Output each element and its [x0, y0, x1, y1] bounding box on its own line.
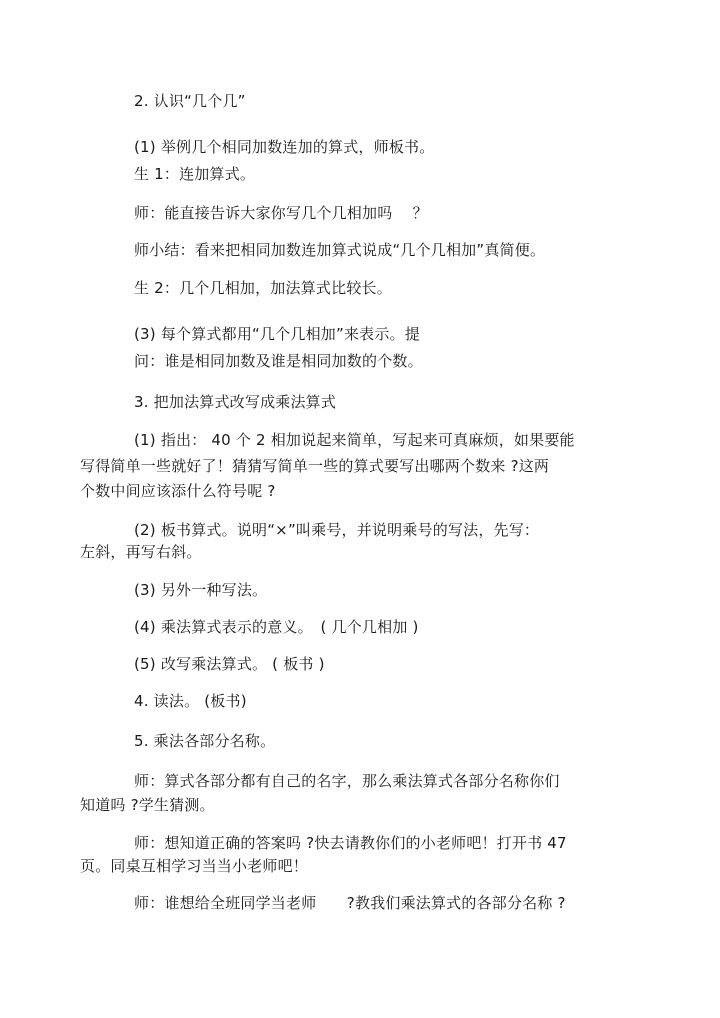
- text-line: 师：算式各部分都有自己的名字，那么乘法算式各部分名称你们: [134, 772, 560, 790]
- text-line: 左斜，再写右斜。: [80, 543, 202, 561]
- text-line: (1) 指出： 40 个 2 相加说起来简单，写起来可真麻烦，如果要能: [134, 431, 575, 449]
- text-line: (4) 乘法算式表示的意义。 ( 几个几相加 ): [134, 618, 419, 636]
- text-line: (2) 板书算式。说明“×”叫乘号，并说明乘号的写法，先写：: [134, 521, 540, 539]
- text-line: 写得简单一些就好了！猜猜写简单一些的算式要写出哪两个数来 ?这两: [80, 457, 550, 475]
- text-line: 页。同桌互相学习当当小老师吧！: [80, 857, 309, 875]
- text-line: 个数中间应该添什么符号呢 ?: [80, 482, 276, 500]
- text-line: 知道吗 ?学生猜测。: [80, 796, 215, 814]
- section-heading-2: 2. 认识“几个几”: [134, 92, 246, 110]
- section-heading-3: 3. 把加法算式改写成乘法算式: [134, 393, 337, 411]
- text-line: 问：谁是相同加数及谁是相同加数的个数。: [134, 352, 423, 370]
- section-heading-5: 5. 乘法各部分名称。: [134, 732, 276, 750]
- text-line: 生 1：连加算式。: [134, 165, 256, 183]
- text-line: 师小结：看来把相同加数连加算式说成“几个几相加”真简便。: [134, 241, 546, 259]
- text-line: (1) 举例几个相同加数连加的算式，师板书。: [134, 138, 435, 156]
- section-heading-4: 4. 读法。 (板书): [134, 692, 247, 710]
- text-line: 师：能直接告诉大家你写几个几相加吗 ？: [134, 204, 428, 222]
- text-line: 生 2：几个几相加，加法算式比较长。: [134, 279, 392, 297]
- text-line: (3) 另外一种写法。: [134, 581, 268, 599]
- text-line: (5) 改写乘法算式。 ( 板书 ): [134, 655, 325, 673]
- text-line: (3) 每个算式都用“几个几相加”来表示。提: [134, 325, 420, 343]
- text-line: 师：想知道正确的答案吗 ?快去请教你们的小老师吧！打开书 47: [134, 834, 567, 852]
- text-line: 师：谁想给全班同学当老师 ?教我们乘法算式的各部分名称 ?: [134, 894, 566, 912]
